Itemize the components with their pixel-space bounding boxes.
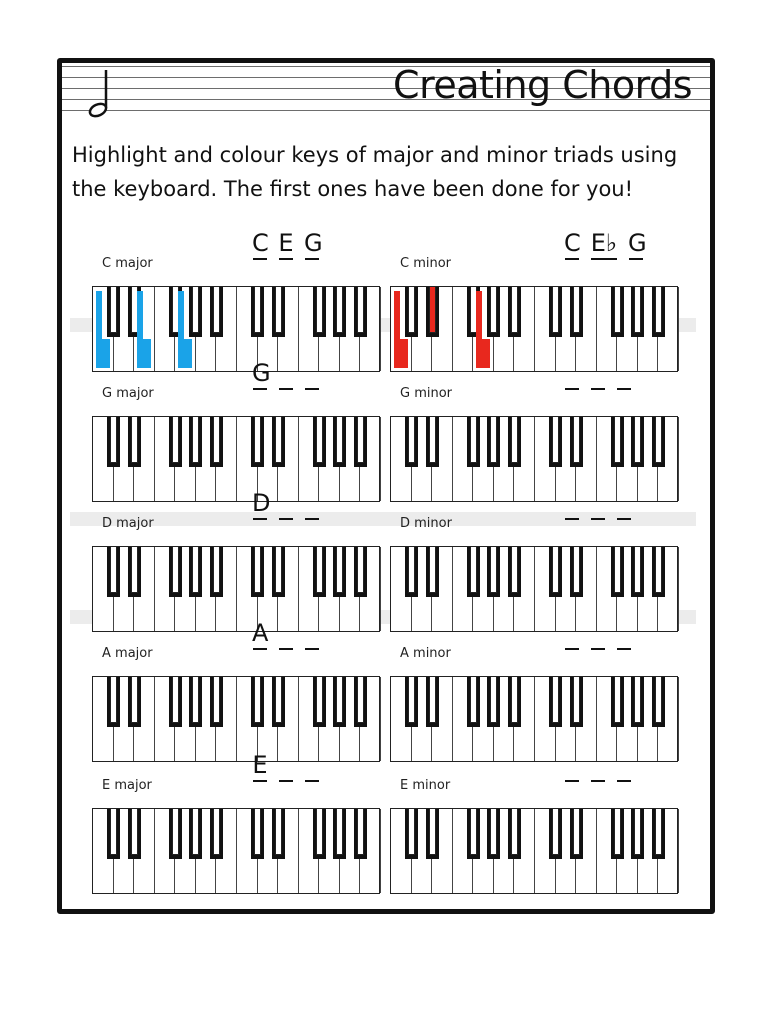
black-key[interactable] <box>107 547 120 597</box>
black-key[interactable] <box>508 287 521 337</box>
key-highlight <box>137 291 143 339</box>
black-key[interactable] <box>467 417 480 467</box>
black-key[interactable] <box>333 547 346 597</box>
chord-label: G major <box>102 386 154 401</box>
black-key[interactable] <box>189 287 202 337</box>
black-key[interactable] <box>570 547 583 597</box>
black-key[interactable] <box>426 809 439 859</box>
key-highlight <box>394 291 400 339</box>
chord-note-blanks <box>252 620 320 650</box>
key-highlight <box>178 339 192 368</box>
black-key[interactable] <box>426 547 439 597</box>
chord-note-blanks <box>564 229 647 260</box>
piano-keyboard <box>390 286 678 372</box>
piano-keyboard <box>92 286 380 372</box>
black-key[interactable] <box>272 547 285 597</box>
black-key[interactable] <box>189 417 202 467</box>
black-key[interactable] <box>169 547 182 597</box>
chord-note-blank[interactable] <box>278 490 294 520</box>
chord-label: G minor <box>400 386 453 401</box>
black-key[interactable] <box>652 677 665 727</box>
black-key[interactable] <box>508 677 521 727</box>
chord-note-blank[interactable] <box>278 752 294 782</box>
black-key[interactable] <box>487 547 500 597</box>
black-key[interactable] <box>272 677 285 727</box>
black-key[interactable] <box>169 809 182 859</box>
black-key[interactable] <box>189 809 202 859</box>
key-highlight <box>476 339 490 368</box>
chord-note-blank[interactable] <box>590 752 606 782</box>
piano-keyboard <box>92 676 380 762</box>
piano-keyboard <box>390 808 678 894</box>
chord-note: G <box>628 230 644 260</box>
black-key[interactable] <box>128 677 141 727</box>
black-key[interactable] <box>333 677 346 727</box>
black-key[interactable] <box>508 809 521 859</box>
black-key[interactable] <box>251 809 264 859</box>
key-highlight <box>476 291 482 339</box>
piano-keyboard <box>92 546 380 632</box>
black-key[interactable] <box>652 809 665 859</box>
chord-note: C <box>564 230 580 260</box>
black-key[interactable] <box>128 547 141 597</box>
chord-note-blanks <box>564 490 632 520</box>
black-key[interactable] <box>611 287 624 337</box>
chord-note-blank[interactable] <box>278 360 294 390</box>
black-key[interactable] <box>251 547 264 597</box>
chord-label: D minor <box>400 516 452 531</box>
black-key[interactable] <box>549 287 562 337</box>
black-key[interactable] <box>631 677 644 727</box>
black-key[interactable] <box>107 287 120 337</box>
black-key[interactable] <box>631 547 644 597</box>
chord-label: A major <box>102 646 153 661</box>
chord-note-blank[interactable] <box>616 490 632 520</box>
black-key[interactable] <box>169 417 182 467</box>
black-key[interactable] <box>570 287 583 337</box>
chord-note-blank[interactable] <box>564 620 580 650</box>
chord-note: G <box>304 230 320 260</box>
chord-note: C <box>252 230 268 260</box>
chord-note-blank[interactable] <box>590 490 606 520</box>
black-key[interactable] <box>467 677 480 727</box>
key-highlight <box>96 291 102 339</box>
black-key[interactable] <box>313 417 326 467</box>
black-key[interactable] <box>487 677 500 727</box>
black-key[interactable] <box>272 417 285 467</box>
black-key[interactable] <box>631 417 644 467</box>
black-key[interactable] <box>107 809 120 859</box>
key-highlight <box>96 339 110 368</box>
black-key[interactable] <box>251 417 264 467</box>
chord-note-blank[interactable] <box>616 360 632 390</box>
chord-note-blank[interactable] <box>616 620 632 650</box>
chord-note-blank[interactable] <box>304 360 320 390</box>
black-key[interactable] <box>210 809 223 859</box>
black-key[interactable] <box>487 287 500 337</box>
black-key[interactable] <box>251 677 264 727</box>
black-key[interactable] <box>272 287 285 337</box>
piano-keyboard <box>390 546 678 632</box>
black-key[interactable] <box>652 417 665 467</box>
black-key[interactable] <box>467 547 480 597</box>
chord-label: E major <box>102 778 152 793</box>
chord-note: E <box>252 752 268 782</box>
black-key[interactable] <box>354 417 367 467</box>
instructions-text: Highlight and colour keys of major and minor triads using the keyboard. The first ones have been done for you! <box>72 143 678 201</box>
black-key[interactable] <box>426 677 439 727</box>
black-key[interactable] <box>189 677 202 727</box>
chord-label: A minor <box>400 646 451 661</box>
black-key[interactable] <box>631 809 644 859</box>
black-key[interactable] <box>570 809 583 859</box>
black-key[interactable] <box>210 417 223 467</box>
chord-note: D <box>252 490 268 520</box>
chord-note-blanks <box>564 620 632 650</box>
black-key[interactable] <box>313 677 326 727</box>
black-key[interactable] <box>426 417 439 467</box>
black-key[interactable] <box>313 809 326 859</box>
black-key[interactable] <box>652 547 665 597</box>
chord-note-blank[interactable] <box>590 620 606 650</box>
black-key[interactable] <box>405 547 418 597</box>
chord-note-blanks <box>252 490 320 520</box>
black-key[interactable] <box>210 677 223 727</box>
black-key[interactable] <box>549 417 562 467</box>
chord-note-blank[interactable] <box>304 752 320 782</box>
black-key[interactable] <box>333 417 346 467</box>
black-key[interactable] <box>251 287 264 337</box>
chord-note: A <box>252 620 268 650</box>
chord-label: C major <box>102 256 153 271</box>
piano-keyboard <box>92 808 380 894</box>
piano-keyboard <box>92 416 380 502</box>
black-key[interactable] <box>210 287 223 337</box>
chord-note-blank[interactable] <box>304 620 320 650</box>
black-key[interactable] <box>128 809 141 859</box>
black-key[interactable] <box>272 809 285 859</box>
chord-note-blank[interactable] <box>564 490 580 520</box>
chord-note-blank[interactable] <box>590 360 606 390</box>
black-key[interactable] <box>354 809 367 859</box>
piano-keyboard <box>390 416 678 502</box>
chord-note-blank[interactable] <box>278 620 294 650</box>
black-key[interactable] <box>611 677 624 727</box>
chord-label: E minor <box>400 778 451 793</box>
black-key[interactable] <box>487 809 500 859</box>
piano-keyboard <box>390 676 678 762</box>
black-key[interactable] <box>549 547 562 597</box>
black-key[interactable] <box>487 417 500 467</box>
chord-note-blank[interactable] <box>616 752 632 782</box>
black-key[interactable] <box>333 809 346 859</box>
black-key[interactable] <box>128 417 141 467</box>
key-highlight <box>394 339 408 368</box>
black-key[interactable] <box>107 417 120 467</box>
black-key[interactable] <box>354 547 367 597</box>
chord-note-blanks <box>564 360 632 390</box>
black-key[interactable] <box>508 417 521 467</box>
key-highlight <box>137 339 151 368</box>
chord-note-blank[interactable] <box>564 360 580 390</box>
black-key[interactable] <box>611 417 624 467</box>
chord-note-blank[interactable] <box>564 752 580 782</box>
black-key[interactable] <box>549 809 562 859</box>
black-key[interactable] <box>426 287 439 337</box>
key-highlight <box>178 291 184 339</box>
chord-note-blanks <box>252 229 323 260</box>
chord-note-blank[interactable] <box>304 490 320 520</box>
chord-note-blanks <box>564 752 632 782</box>
chord-note: E <box>278 230 294 260</box>
chord-note: G <box>252 360 268 390</box>
black-key[interactable] <box>210 547 223 597</box>
chord-label: C minor <box>400 256 452 271</box>
black-key[interactable] <box>405 677 418 727</box>
black-key[interactable] <box>405 287 418 337</box>
chord-note-blanks <box>252 752 320 782</box>
black-key[interactable] <box>107 677 120 727</box>
black-key[interactable] <box>611 547 624 597</box>
black-key[interactable] <box>611 809 624 859</box>
black-key[interactable] <box>405 417 418 467</box>
black-key[interactable] <box>354 677 367 727</box>
chord-note: E♭ <box>590 230 618 260</box>
chord-label: D major <box>102 516 154 531</box>
black-key[interactable] <box>354 287 367 337</box>
chord-note-blanks <box>252 360 320 390</box>
black-key[interactable] <box>570 677 583 727</box>
half-note-icon <box>86 68 114 120</box>
black-key[interactable] <box>313 547 326 597</box>
black-key[interactable] <box>169 677 182 727</box>
page-title: Creating Chords <box>393 63 692 107</box>
black-key[interactable] <box>652 287 665 337</box>
black-key[interactable] <box>508 547 521 597</box>
black-key[interactable] <box>467 809 480 859</box>
black-key[interactable] <box>631 287 644 337</box>
black-key[interactable] <box>313 287 326 337</box>
black-key[interactable] <box>405 809 418 859</box>
black-key[interactable] <box>333 287 346 337</box>
black-key[interactable] <box>189 547 202 597</box>
black-key[interactable] <box>549 677 562 727</box>
black-key[interactable] <box>570 417 583 467</box>
